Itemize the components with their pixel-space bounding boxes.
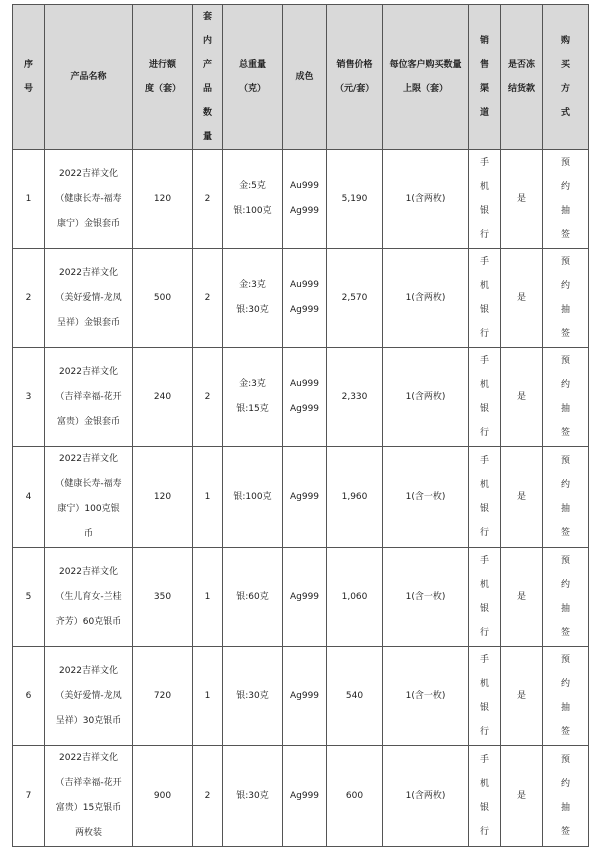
cell-channel: 手机银行: [469, 348, 501, 447]
fineness-line: Au999: [289, 181, 320, 191]
cell-limit: 1(含两枚): [383, 150, 469, 249]
cell-price: 5,190: [327, 150, 383, 249]
cell-product-name: 2022吉祥文化（美好爱情-龙凤呈祥）金银套币: [45, 249, 133, 348]
cell-weight: [223, 348, 283, 447]
cell-price: 2,570: [327, 249, 383, 348]
cell-channel: 手机银行: [469, 548, 501, 647]
header-quota: 进行额度（套）: [133, 5, 193, 150]
weight-line: 金:3克: [239, 280, 266, 290]
cell-count: 2: [193, 150, 223, 249]
cell-frozen: 是: [501, 249, 543, 348]
header-limit: 每位客户购买数量上限（套）: [383, 5, 469, 150]
cell-fineness: [283, 447, 327, 548]
cell-method: 预约抽签: [543, 746, 589, 847]
cell-product-name: 2022吉祥文化（健康长寿-福寿康宁）金银套币: [45, 150, 133, 249]
weight-line: 银:100克: [233, 491, 272, 502]
cell-price: 540: [327, 647, 383, 746]
fineness-line: Ag999: [289, 690, 320, 701]
cell-method: 预约抽签: [543, 249, 589, 348]
cell-price: 2,330: [327, 348, 383, 447]
header-row: [13, 5, 589, 150]
cell-frozen: 是: [501, 447, 543, 548]
cell-count: 1: [193, 548, 223, 647]
cell-seq: 7: [13, 746, 45, 847]
fineness-line: Ag999: [289, 491, 320, 502]
table-row: [13, 249, 589, 348]
cell-fineness: [283, 647, 327, 746]
cell-product-name: 2022吉祥文化（吉祥幸福-花开富贵）15克银币两枚装: [45, 746, 133, 847]
cell-limit: 1(含一枚): [383, 647, 469, 746]
cell-price: 1,960: [327, 447, 383, 548]
cell-frozen: 是: [501, 150, 543, 249]
header-method: 购买方式: [543, 5, 589, 150]
header-fineness: 成色: [283, 5, 327, 150]
cell-count: 2: [193, 746, 223, 847]
cell-product-name: 2022吉祥文化（健康长寿-福寿康宁）100克银币: [45, 447, 133, 548]
weight-line: 银:30克: [236, 690, 269, 701]
cell-count: 1: [193, 647, 223, 746]
fineness-line: Ag999: [289, 790, 320, 801]
header-seq: 序号: [13, 5, 45, 150]
cell-frozen: 是: [501, 746, 543, 847]
header-name: 产品名称: [45, 5, 133, 150]
cell-limit: 1(含两枚): [383, 746, 469, 847]
cell-frozen: 是: [501, 647, 543, 746]
cell-channel: 手机银行: [469, 746, 501, 847]
table-row: [13, 150, 589, 249]
cell-quota: 500: [133, 249, 193, 348]
cell-quota: 240: [133, 348, 193, 447]
cell-quota: 900: [133, 746, 193, 847]
cell-seq: 5: [13, 548, 45, 647]
cell-product-name: 2022吉祥文化（生儿育女-兰桂齐芳）60克银币: [45, 548, 133, 647]
header-price: 销售价格（元/套）: [327, 5, 383, 150]
cell-product-name: 2022吉祥文化（美好爱情-龙凤呈祥）30克银币: [45, 647, 133, 746]
fineness-line: Ag999: [289, 206, 320, 216]
cell-count: 1: [193, 447, 223, 548]
weight-line: 银:30克: [236, 305, 269, 315]
cell-channel: 手机银行: [469, 249, 501, 348]
cell-limit: 1(含两枚): [383, 249, 469, 348]
weight-line: 银:15克: [236, 404, 269, 414]
fineness-line: Ag999: [289, 591, 320, 602]
header-count: 套内产品数量: [193, 5, 223, 150]
cell-channel: 手机银行: [469, 150, 501, 249]
cell-fineness: [283, 150, 327, 249]
cell-quota: 350: [133, 548, 193, 647]
fineness-line: Ag999: [289, 305, 320, 315]
cell-seq: 2: [13, 249, 45, 348]
cell-weight: [223, 447, 283, 548]
cell-method: 预约抽签: [543, 150, 589, 249]
weight-line: 金:5克: [239, 181, 266, 191]
cell-weight: [223, 150, 283, 249]
cell-limit: 1(含一枚): [383, 548, 469, 647]
cell-method: 预约抽签: [543, 647, 589, 746]
cell-seq: 1: [13, 150, 45, 249]
cell-fineness: [283, 249, 327, 348]
cell-fineness: [283, 746, 327, 847]
cell-seq: 3: [13, 348, 45, 447]
table-row: [13, 548, 589, 647]
cell-product-name: 2022吉祥文化（吉祥幸福-花开富贵）金银套币: [45, 348, 133, 447]
cell-seq: 4: [13, 447, 45, 548]
cell-count: 2: [193, 348, 223, 447]
table-row: [13, 746, 589, 847]
cell-price: 600: [327, 746, 383, 847]
cell-seq: 6: [13, 647, 45, 746]
table-row: [13, 348, 589, 447]
cell-method: 预约抽签: [543, 548, 589, 647]
cell-weight: [223, 548, 283, 647]
cell-channel: 手机银行: [469, 647, 501, 746]
cell-frozen: 是: [501, 348, 543, 447]
table-row: [13, 647, 589, 746]
cell-weight: [223, 647, 283, 746]
cell-fineness: [283, 548, 327, 647]
cell-method: 预约抽签: [543, 348, 589, 447]
cell-frozen: 是: [501, 548, 543, 647]
weight-line: 银:100克: [233, 206, 272, 216]
cell-method: 预约抽签: [543, 447, 589, 548]
cell-weight: [223, 746, 283, 847]
weight-line: 金:3克: [239, 379, 266, 389]
cell-limit: 1(含两枚): [383, 348, 469, 447]
table-row: [13, 447, 589, 548]
cell-quota: 120: [133, 150, 193, 249]
cell-weight: [223, 249, 283, 348]
fineness-line: Au999: [289, 379, 320, 389]
cell-price: 1,060: [327, 548, 383, 647]
weight-line: 银:30克: [236, 790, 269, 801]
fineness-line: Au999: [289, 280, 320, 290]
cell-fineness: [283, 348, 327, 447]
cell-count: 2: [193, 249, 223, 348]
coin-sales-table: [12, 4, 589, 847]
weight-line: 银:60克: [236, 591, 269, 602]
header-channel: 销售渠道: [469, 5, 501, 150]
fineness-line: Ag999: [289, 404, 320, 414]
cell-channel: 手机银行: [469, 447, 501, 548]
header-weight: 总重量（克）: [223, 5, 283, 150]
cell-limit: 1(含一枚): [383, 447, 469, 548]
cell-quota: 720: [133, 647, 193, 746]
cell-quota: 120: [133, 447, 193, 548]
header-frozen: 是否冻结货款: [501, 5, 543, 150]
